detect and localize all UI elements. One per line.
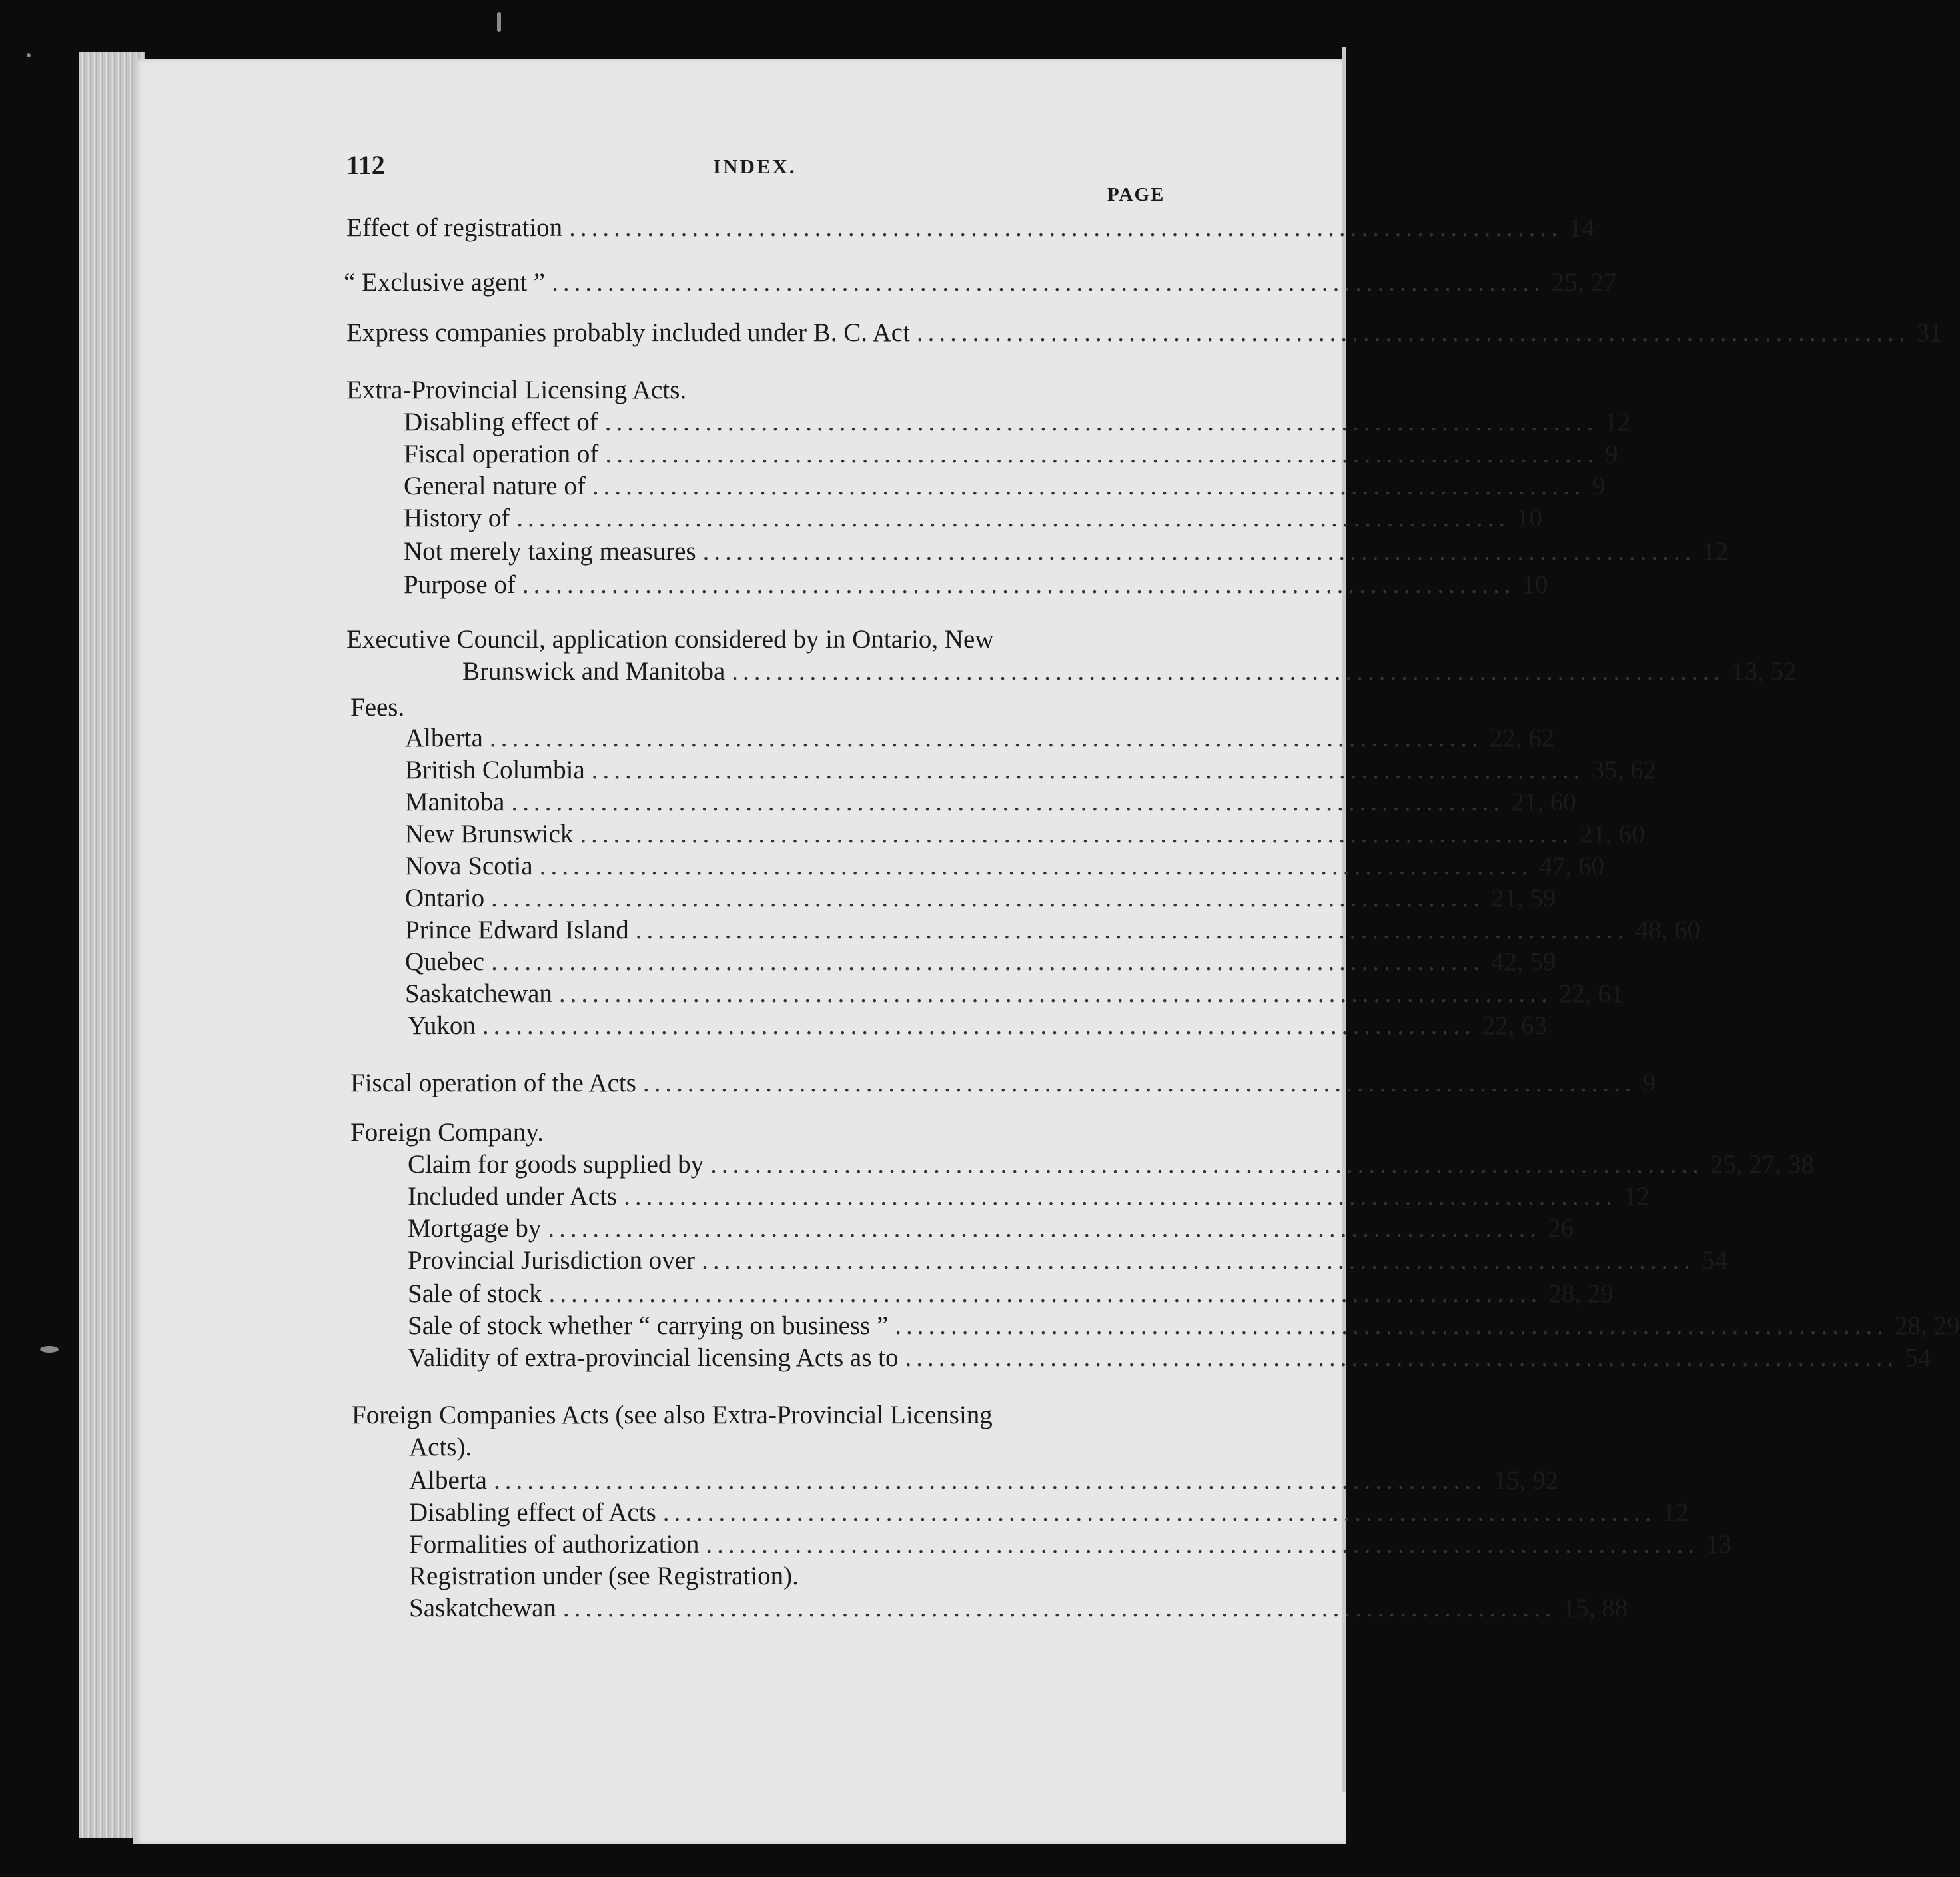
entry-label: Effect of registration	[346, 213, 563, 242]
index-subentry	[404, 440, 1618, 468]
dot-leader: .........................................................................................	[895, 1311, 1889, 1340]
entry-label: Purpose of	[404, 570, 516, 599]
entry-label: Claim for goods supplied by	[408, 1150, 704, 1179]
index-subentry	[408, 1214, 1574, 1243]
dot-leader: .........................................................................................	[732, 657, 1725, 686]
dot-leader: .........................................................................................	[539, 852, 1533, 880]
entry-label: British Columbia	[405, 756, 585, 784]
index-subentry	[409, 1530, 1732, 1559]
entry-pages: 47, 60	[1539, 852, 1604, 880]
dot-leader: .........................................................................................	[562, 1594, 1556, 1622]
index-subentry	[408, 1150, 1814, 1179]
index-subentry	[404, 537, 1729, 566]
index-subentry	[404, 472, 1606, 500]
index-subentry	[408, 1311, 1960, 1340]
index-subentry	[405, 756, 1657, 784]
entry-label: Disabling effect of Acts	[409, 1498, 656, 1527]
dot-leader: .........................................................................................	[710, 1150, 1704, 1179]
entry-pages: 13, 52	[1731, 657, 1797, 686]
index-subentry	[405, 852, 1604, 880]
dot-leader: .........................................................................................	[592, 472, 1586, 500]
entry-label: New Brunswick	[405, 820, 574, 848]
dot-leader: .........................................................................................	[493, 1466, 1487, 1495]
dot-leader: .........................................................................................	[916, 318, 1910, 347]
dot-leader: .........................................................................................	[548, 1279, 1542, 1308]
entry-pages: 9	[1592, 472, 1606, 500]
entry-pages: 48, 60	[1635, 916, 1700, 944]
entry-pages: 54	[1701, 1246, 1727, 1275]
entry-label: Fiscal operation of	[404, 440, 599, 468]
scan-speck	[40, 1346, 59, 1353]
dot-leader: .........................................................................................	[605, 440, 1599, 468]
dot-leader: .........................................................................................	[489, 724, 1483, 752]
entry-pages: 9	[1642, 1069, 1656, 1097]
dot-leader: .........................................................................................	[604, 408, 1598, 436]
index-subentry	[409, 1466, 1559, 1495]
dot-leader: .........................................................................................	[558, 979, 1552, 1008]
entry-pages: 12	[1702, 537, 1729, 566]
entry-label: Included under Acts	[408, 1182, 618, 1211]
dot-leader: .........................................................................................	[624, 1182, 1617, 1211]
index-subentry	[405, 916, 1700, 944]
dot-leader: .........................................................................................	[516, 504, 1510, 532]
dot-leader: .........................................................................................	[491, 884, 1484, 912]
running-head: INDEX.	[713, 155, 797, 178]
entry-pages: 15, 88	[1562, 1594, 1628, 1622]
entry-label: Manitoba	[405, 788, 505, 816]
index-subentry	[409, 1498, 1689, 1527]
entry-pages: 12	[1623, 1182, 1650, 1211]
index-subentry	[408, 1182, 1650, 1211]
entry-pages: 14	[1568, 213, 1595, 242]
index-subentry	[409, 1594, 1628, 1622]
entry-pages: 13	[1706, 1530, 1732, 1559]
index-subentry	[408, 1011, 1548, 1040]
entry-pages: 21, 60	[1511, 788, 1576, 816]
entry-label: Sale of stock whether “ carrying on business ”	[408, 1311, 889, 1340]
index-heading: Fees.	[350, 693, 405, 722]
index-heading-continuation: Acts).	[409, 1433, 472, 1461]
index-entry	[346, 318, 1943, 347]
index-heading: Executive Council, application considered by in Ontario, New	[346, 625, 994, 654]
entry-pages: 10	[1522, 570, 1548, 599]
page-number: 112	[346, 150, 385, 180]
entry-label: Fiscal operation of the Acts	[350, 1069, 636, 1097]
page-column-heading: PAGE	[1107, 184, 1165, 205]
entry-label: Sale of stock	[408, 1279, 542, 1308]
entry-label: Alberta	[405, 724, 483, 752]
index-subentry	[408, 1343, 1931, 1372]
index-entry	[350, 1069, 1656, 1097]
entry-label: Nova Scotia	[405, 852, 533, 880]
dot-leader: .........................................................................................	[548, 1214, 1542, 1243]
dot-leader: .........................................................................................	[591, 756, 1585, 784]
index-heading: Foreign Companies Acts (see also Extra-Provincial Licensing	[352, 1401, 993, 1429]
entry-label: Not merely taxing measures	[404, 537, 696, 566]
entry-pages: 21, 60	[1580, 820, 1645, 848]
dot-leader: .........................................................................................	[706, 1530, 1700, 1559]
index-subentry	[404, 570, 1548, 599]
entry-label: Mortgage by	[408, 1214, 542, 1243]
entry-label: Express companies probably included under B. C. Act	[346, 318, 910, 347]
entry-pages: 12	[1604, 408, 1631, 436]
entry-pages: 15, 92	[1493, 1466, 1559, 1495]
entry-pages: 26	[1548, 1214, 1574, 1243]
index-subentry	[404, 504, 1542, 532]
entry-pages: 42, 59	[1490, 947, 1556, 976]
index-subentry	[405, 979, 1624, 1008]
entry-pages: 21, 59	[1490, 884, 1556, 912]
index-subentry	[404, 408, 1631, 436]
dot-leader: .........................................................................................	[569, 213, 1562, 242]
index-heading: Extra-Provincial Licensing Acts.	[346, 376, 687, 404]
entry-pages: 54	[1905, 1343, 1931, 1372]
entry-label: History of	[404, 504, 510, 532]
dot-leader: .........................................................................................	[702, 537, 1696, 566]
index-entry	[346, 213, 1595, 242]
entry-label: Saskatchewan	[409, 1594, 556, 1622]
dot-leader: .........................................................................................	[662, 1498, 1656, 1527]
entry-label: “ Exclusive agent ”	[344, 268, 546, 297]
entry-label: Saskatchewan	[405, 979, 552, 1008]
index-subentry	[405, 947, 1556, 976]
entry-label: Brunswick and Manitoba	[462, 657, 726, 686]
entry-pages: 28, 29	[1548, 1279, 1614, 1308]
page-header	[346, 152, 1166, 185]
entry-label: Disabling effect of	[404, 408, 598, 436]
entry-label: General nature of	[404, 472, 586, 500]
entry-pages: 22, 62	[1489, 724, 1555, 752]
entry-label: Quebec	[405, 947, 485, 976]
index-subentry	[405, 724, 1555, 752]
entry-pages: 25, 27, 38	[1710, 1150, 1814, 1179]
dot-leader: .........................................................................................	[905, 1343, 1899, 1372]
scan-speck	[497, 12, 501, 32]
dot-leader: .........................................................................................	[702, 1246, 1695, 1275]
entry-pages: 31	[1916, 318, 1943, 347]
dot-leader: .........................................................................................	[580, 820, 1574, 848]
index-entry	[344, 268, 1617, 297]
index-subentry	[405, 820, 1645, 848]
entry-pages: 22, 63	[1482, 1011, 1548, 1040]
entry-pages: 28, 29	[1895, 1311, 1960, 1340]
dot-leader: .........................................................................................	[635, 916, 1629, 944]
index-subentry	[405, 884, 1556, 912]
entry-pages: 35, 62	[1591, 756, 1657, 784]
entry-pages: 22, 61	[1558, 979, 1624, 1008]
entry-label: Ontario	[405, 884, 485, 912]
entry-label: Validity of extra-provincial licensing Acts as to	[408, 1343, 899, 1372]
entry-pages: 9	[1605, 440, 1618, 468]
entry-label: Provincial Jurisdiction over	[408, 1246, 696, 1275]
entry-pages: 25, 27	[1551, 268, 1617, 297]
scan-speck	[27, 53, 31, 57]
index-subentry-text: Registration under (see Registration).	[409, 1562, 799, 1590]
index-subentry	[408, 1279, 1614, 1308]
dot-leader: .........................................................................................	[482, 1011, 1476, 1040]
index-subentry	[408, 1246, 1727, 1275]
dot-leader: .........................................................................................	[642, 1069, 1636, 1097]
entry-label: Formalities of authorization	[409, 1530, 700, 1559]
dot-leader: .........................................................................................	[552, 268, 1545, 297]
entry-label: Yukon	[408, 1011, 476, 1040]
entry-pages: 10	[1516, 504, 1542, 532]
index-heading: Foreign Company.	[350, 1118, 544, 1147]
entry-label: Alberta	[409, 1466, 487, 1495]
index-entry-continuation	[462, 657, 1797, 686]
dot-leader: .........................................................................................	[511, 788, 1505, 816]
entry-pages: 12	[1662, 1498, 1689, 1527]
index-subentry	[405, 788, 1576, 816]
entry-label: Prince Edward Island	[405, 916, 629, 944]
dot-leader: .........................................................................................	[522, 570, 1516, 599]
dot-leader: .........................................................................................	[491, 947, 1484, 976]
